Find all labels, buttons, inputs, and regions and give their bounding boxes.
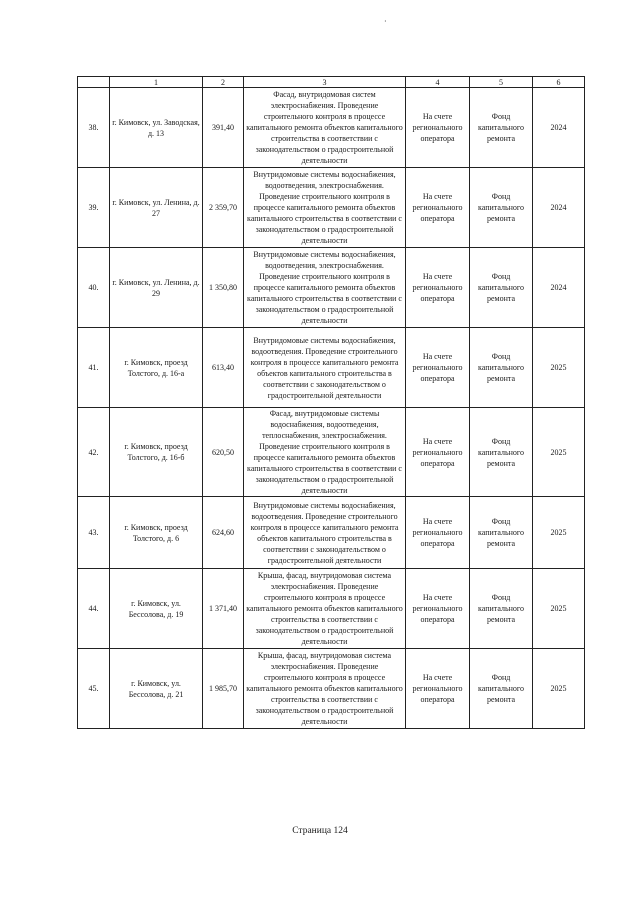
address-cell: г. Кимовск, проезд Толстого, д. 16-б bbox=[110, 408, 203, 497]
year-cell: 2024 bbox=[533, 88, 585, 168]
col-header-4: 4 bbox=[406, 77, 470, 88]
works-cell: Фасад, внутридомовая систем электроснабжения. Проведение строительного контроля в процессе капитального ремонта объектов капитального строительства в соответствии с законодательством о градостроительной деятельности bbox=[244, 88, 406, 168]
works-cell: Внутридомовые системы водоснабжения, водоотведения, электроснабжения. Проведение строительного контроля в процессе капитального ремонта объектов капитального строительства в соответствии с законодательством о градостроительной деятельности bbox=[244, 168, 406, 248]
works-cell: Внутридомовые системы водоснабжения, водоотведения, электроснабжения. Проведение строительного контроля в процессе капитального ремонта объектов капитального строительства в соответствии с законодательством о градостроительной деятельности bbox=[244, 248, 406, 328]
fund-cell: Фонд капитального ремонта bbox=[470, 649, 533, 729]
fund-cell: Фонд капитального ремонта bbox=[470, 408, 533, 497]
works-cell: Крыша, фасад, внутридомовая система электроснабжения. Проведение строительного контроля в процессе капитального ремонта объектов капитального строительства в соответствии с законодательством о градостроительной деятельности bbox=[244, 649, 406, 729]
row-number: 44. bbox=[78, 569, 110, 649]
works-cell: Крыша, фасад, внутридомовая система электроснабжения. Проведение строительного контроля в процессе капитального ремонта объектов капитального строительства в соответствии с законодательством о градостроительной деятельности bbox=[244, 569, 406, 649]
row-number: 45. bbox=[78, 649, 110, 729]
address-cell: г. Кимовск, ул. Ленина, д. 29 bbox=[110, 248, 203, 328]
account-cell: На счете регионального оператора bbox=[406, 408, 470, 497]
fund-cell: Фонд капитального ремонта bbox=[470, 497, 533, 569]
row-number: 39. bbox=[78, 168, 110, 248]
works-cell: Фасад, внутридомовые системы водоснабжения, водоотведения, теплоснабжения, электроснабжения. Проведение строительного контроля в процессе капитального ремонта объектов капитального строительства в соответствии с законодательством о градостроительной деятельности bbox=[244, 408, 406, 497]
area-cell: 1 371,40 bbox=[203, 569, 244, 649]
col-header-6: 6 bbox=[533, 77, 585, 88]
works-cell: Внутридомовые системы водоснабжения, водоотведения. Проведение строительного контроля в процессе капитального ремонта объектов капитального строительства в соответствии с законодательством о градостроительной деятельности bbox=[244, 497, 406, 569]
col-header-3: 3 bbox=[244, 77, 406, 88]
row-number: 41. bbox=[78, 328, 110, 408]
account-cell: На счете регионального оператора bbox=[406, 88, 470, 168]
col-header-5: 5 bbox=[470, 77, 533, 88]
address-cell: г. Кимовск, проезд Толстого, д. 16-а bbox=[110, 328, 203, 408]
col-header-1: 1 bbox=[110, 77, 203, 88]
area-cell: 624,60 bbox=[203, 497, 244, 569]
area-cell: 391,40 bbox=[203, 88, 244, 168]
row-number: 40. bbox=[78, 248, 110, 328]
account-cell: На счете регионального оператора bbox=[406, 497, 470, 569]
fund-cell: Фонд капитального ремонта bbox=[470, 328, 533, 408]
col-header-index bbox=[78, 77, 110, 88]
table-row bbox=[78, 88, 585, 168]
fund-cell: Фонд капитального ремонта bbox=[470, 569, 533, 649]
address-cell: г. Кимовск, ул. Бессолова, д. 19 bbox=[110, 569, 203, 649]
area-cell: 1 985,70 bbox=[203, 649, 244, 729]
row-number: 38. bbox=[78, 88, 110, 168]
year-cell: 2025 bbox=[533, 328, 585, 408]
header-row bbox=[78, 77, 585, 88]
repair-schedule-table bbox=[77, 76, 585, 729]
table-row bbox=[78, 497, 585, 569]
address-cell: г. Кимовск, проезд Толстого, д. 6 bbox=[110, 497, 203, 569]
table-row bbox=[78, 569, 585, 649]
year-cell: 2025 bbox=[533, 569, 585, 649]
fund-cell: Фонд капитального ремонта bbox=[470, 88, 533, 168]
account-cell: На счете регионального оператора bbox=[406, 168, 470, 248]
col-header-2: 2 bbox=[203, 77, 244, 88]
table-row bbox=[78, 328, 585, 408]
table-row bbox=[78, 248, 585, 328]
year-cell: 2025 bbox=[533, 408, 585, 497]
account-cell: На счете регионального оператора bbox=[406, 649, 470, 729]
table-row bbox=[78, 168, 585, 248]
area-cell: 620,50 bbox=[203, 408, 244, 497]
account-cell: На счете регионального оператора bbox=[406, 569, 470, 649]
top-mark: · bbox=[384, 17, 387, 26]
fund-cell: Фонд капитального ремонта bbox=[470, 248, 533, 328]
works-cell: Внутридомовые системы водоснабжения, водоотведения. Проведение строительного контроля в процессе капитального ремонта объектов капитального строительства в соответствии с законодательством о градостроительной деятельности bbox=[244, 328, 406, 408]
table-row bbox=[78, 408, 585, 497]
area-cell: 613,40 bbox=[203, 328, 244, 408]
year-cell: 2024 bbox=[533, 168, 585, 248]
year-cell: 2025 bbox=[533, 497, 585, 569]
fund-cell: Фонд капитального ремонта bbox=[470, 168, 533, 248]
area-cell: 2 359,70 bbox=[203, 168, 244, 248]
address-cell: г. Кимовск, ул. Ленина, д. 27 bbox=[110, 168, 203, 248]
page-number-footer: Страница 124 bbox=[292, 826, 348, 836]
account-cell: На счете регионального оператора bbox=[406, 328, 470, 408]
account-cell: На счете регионального оператора bbox=[406, 248, 470, 328]
table-row bbox=[78, 649, 585, 729]
address-cell: г. Кимовск, ул. Бессолова, д. 21 bbox=[110, 649, 203, 729]
area-cell: 1 350,80 bbox=[203, 248, 244, 328]
row-number: 42. bbox=[78, 408, 110, 497]
row-number: 43. bbox=[78, 497, 110, 569]
year-cell: 2024 bbox=[533, 248, 585, 328]
year-cell: 2025 bbox=[533, 649, 585, 729]
address-cell: г. Кимовск, ул. Заводская, д. 13 bbox=[110, 88, 203, 168]
